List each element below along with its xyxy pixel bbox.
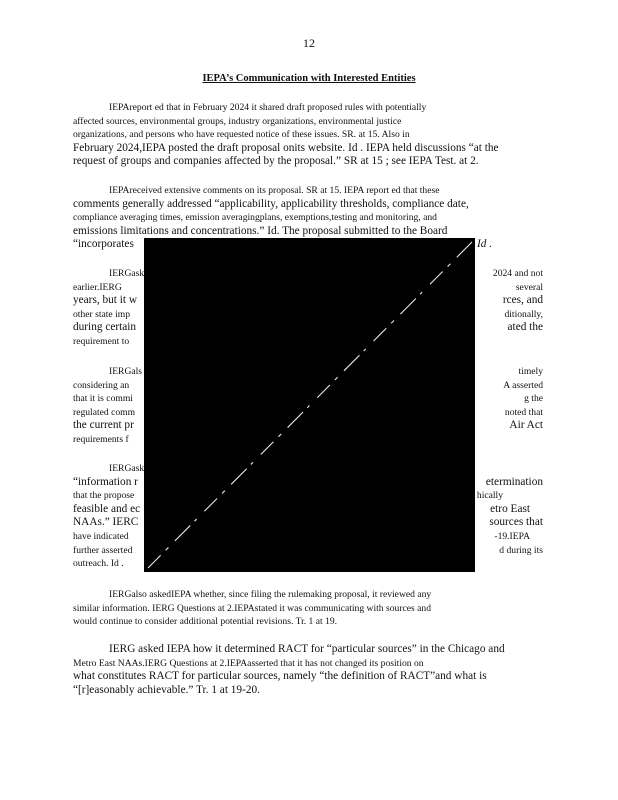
text-line: “[r]easonably achievable.” Tr. 1 at 19-20. (73, 683, 260, 696)
text-line: outreach. Id . (73, 558, 124, 570)
text-fragment-right: ditionally, (504, 308, 543, 320)
text-fragment-left: considering an (73, 379, 130, 391)
text-fragment-left: that it is commi (73, 393, 133, 405)
text-fragment-right: Id . (477, 238, 493, 251)
text-fragment-left: that the propose (73, 490, 135, 502)
text-line: IEPAreceived extensive comments on its proposal. SR at 15. IEPA report ed that these (109, 185, 440, 196)
text-fragment-left: NAAs.” IERC (73, 516, 139, 529)
text-fragment-right: hically (476, 490, 503, 502)
text-fragment-right: d during its (499, 544, 543, 556)
text-fragment-left: feasible and ec (73, 502, 141, 515)
text-fragment-right: timely (518, 366, 543, 377)
paragraph-ierg-question-4 (73, 588, 543, 629)
text-fragment-left: regulated comm (73, 406, 136, 418)
text-line: Metro East NAAs.IERG Questions at 2.IEPAasserted that it has not changed its position on (73, 657, 424, 669)
text-line: February 2024,IEPA posted the draft proposal onits website. Id . IEPA held discussions “at the (73, 141, 499, 154)
text-fragment-right: rces, and (502, 294, 543, 307)
text-line: emissions limitations and concentrations.” Id. The proposal submitted to the Board (73, 224, 448, 237)
text-fragment-right: several (515, 281, 543, 293)
text-line: IERG asked IEPA how it determined RACT for “particular sources” in the Chicago and (109, 643, 505, 655)
text-fragment-left: IERGals (109, 366, 143, 377)
text-fragment-left: IERGask (109, 268, 145, 279)
text-fragment-left: IERGask (109, 463, 145, 474)
text-fragment-left: other state imp (73, 308, 131, 320)
text-line: compliance averaging times, emission averagingplans, exemptions,testing and monitoring, and (73, 212, 437, 224)
paragraph-communication (73, 101, 543, 169)
text-fragment-right: g the (524, 393, 543, 405)
text-fragment-right: etro East (490, 502, 530, 515)
text-line: requirements f (73, 433, 129, 445)
text-fragment-left: “information r (73, 475, 138, 488)
text-fragment-left: have indicated (73, 530, 129, 542)
text-fragment-left: earlier.IERG (73, 281, 122, 293)
section-heading-text: IEPA’s Communication with Interested Entities (202, 73, 416, 84)
text-line: comments generally addressed “applicability, applicability thresholds, compliance date, (73, 197, 469, 210)
text-line: what constitutes RACT for particular sources, namely “the definition of RACT”and what is (73, 670, 487, 683)
section-heading (0, 73, 618, 84)
text-fragment-left: years, but it w (73, 294, 138, 307)
redaction-artifact-line (144, 238, 475, 572)
text-fragment-left: further asserted (73, 544, 133, 556)
paragraph-ract-determination (73, 643, 543, 697)
text-line: similar information. IERG Questions at 2.IEPAstated it was communicating with sources and (73, 602, 432, 614)
text-line: affected sources, environmental groups, industry organizations, environmental justice (73, 115, 402, 127)
text-line: IERGalso askedIEPA whether, since filing the rulemaking proposal, it reviewed any (109, 589, 432, 600)
text-line: IEPAreport ed that in February 2024 it shared draft proposed rules with potentially (109, 102, 427, 113)
text-fragment-right: A asserted (503, 379, 543, 391)
text-fragment-left: during certain (73, 321, 137, 334)
text-fragment-right: sources that (489, 516, 543, 529)
text-line: request of groups and companies affected by the proposal.” SR at 15 ; see IEPA Test. at 2. (73, 155, 479, 168)
text-fragment-right: -19.IEPA (494, 530, 530, 542)
text-line: requirement to (73, 335, 130, 347)
text-fragment-right: ated the (507, 321, 543, 334)
text-fragment-left: the current pr (73, 419, 134, 432)
text-fragment-right: noted that (504, 406, 543, 418)
page-number: 12 (303, 36, 315, 50)
text-fragment-left: “incorporates (73, 238, 134, 251)
text-fragment-right: 2024 and not (492, 268, 543, 279)
text-fragment-right: Air Act (509, 419, 543, 432)
text-line: organizations, and persons who have requested notice of these issues. SR. at 15. Also in (73, 129, 410, 141)
text-fragment-right: etermination (485, 475, 543, 488)
text-line: would continue to consider additional potential revisions. Tr. 1 at 19. (73, 616, 338, 628)
redaction-block (144, 238, 475, 572)
